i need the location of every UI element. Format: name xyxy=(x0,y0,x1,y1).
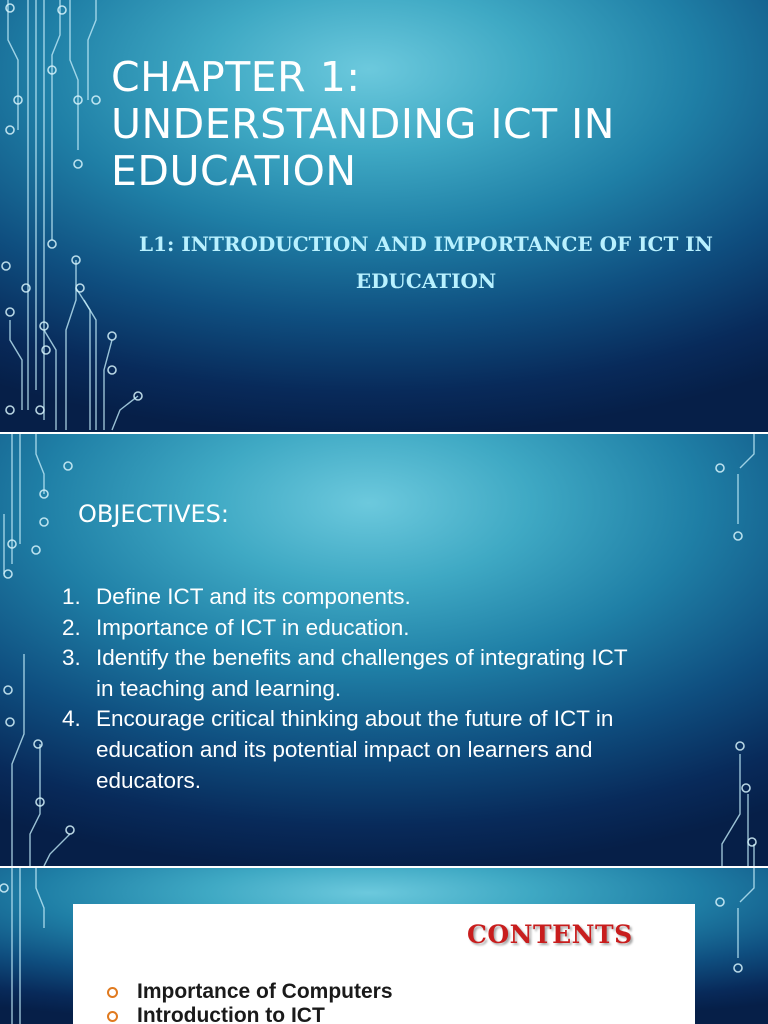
objectives-heading: OBJECTIVES: xyxy=(78,500,229,528)
objectives-list xyxy=(62,582,712,796)
list-number: 4. xyxy=(62,706,81,732)
contents-item xyxy=(107,1004,325,1024)
subtitle-line: EDUCATION xyxy=(355,269,497,293)
list-number: 2. xyxy=(62,614,81,640)
title-slide xyxy=(0,0,768,432)
list-text xyxy=(96,613,712,644)
list-text-line: Importance of ICT in education. xyxy=(96,614,410,640)
circuit-decoration-right xyxy=(688,868,768,1024)
objectives-slide xyxy=(0,434,768,866)
circuit-decoration-left xyxy=(0,868,80,1024)
list-item xyxy=(62,582,712,613)
contents-card xyxy=(73,904,695,1024)
title-line: UNDERSTANDING ICT IN xyxy=(111,100,615,148)
contents-item xyxy=(107,980,393,1004)
title-line: EDUCATION xyxy=(111,147,357,195)
list-text-line: Encourage critical thinking about the future of ICT in xyxy=(96,706,614,732)
list-text-line: Identify the benefits and challenges of integrating ICT xyxy=(96,645,628,671)
bullet-icon xyxy=(107,1011,118,1022)
list-number: 3. xyxy=(62,645,81,671)
contents-slide xyxy=(0,868,768,1024)
contents-item-label: Introduction to ICT xyxy=(137,1004,325,1024)
bullet-icon xyxy=(107,987,118,998)
list-text-line: Define ICT and its components. xyxy=(96,584,411,609)
subtitle-line: L1: INTRODUCTION AND IMPORTANCE OF ICT IN xyxy=(139,232,713,256)
title-line: CHAPTER 1: xyxy=(111,53,361,101)
list-text xyxy=(96,643,712,704)
contents-title: CONTENTS xyxy=(467,920,633,949)
list-text-line: in teaching and learning. xyxy=(96,675,342,701)
list-text-line: educators. xyxy=(96,767,202,793)
list-item xyxy=(62,704,712,796)
list-item xyxy=(62,643,712,704)
slide-subtitle xyxy=(110,226,742,300)
contents-item-label: Importance of Computers xyxy=(137,980,393,1003)
list-number: 1. xyxy=(62,584,81,609)
list-item xyxy=(62,613,712,644)
slide-title xyxy=(111,54,751,195)
list-text xyxy=(96,582,712,613)
list-text xyxy=(96,704,712,796)
list-text-line: education and its potential impact on learners and xyxy=(96,736,593,762)
